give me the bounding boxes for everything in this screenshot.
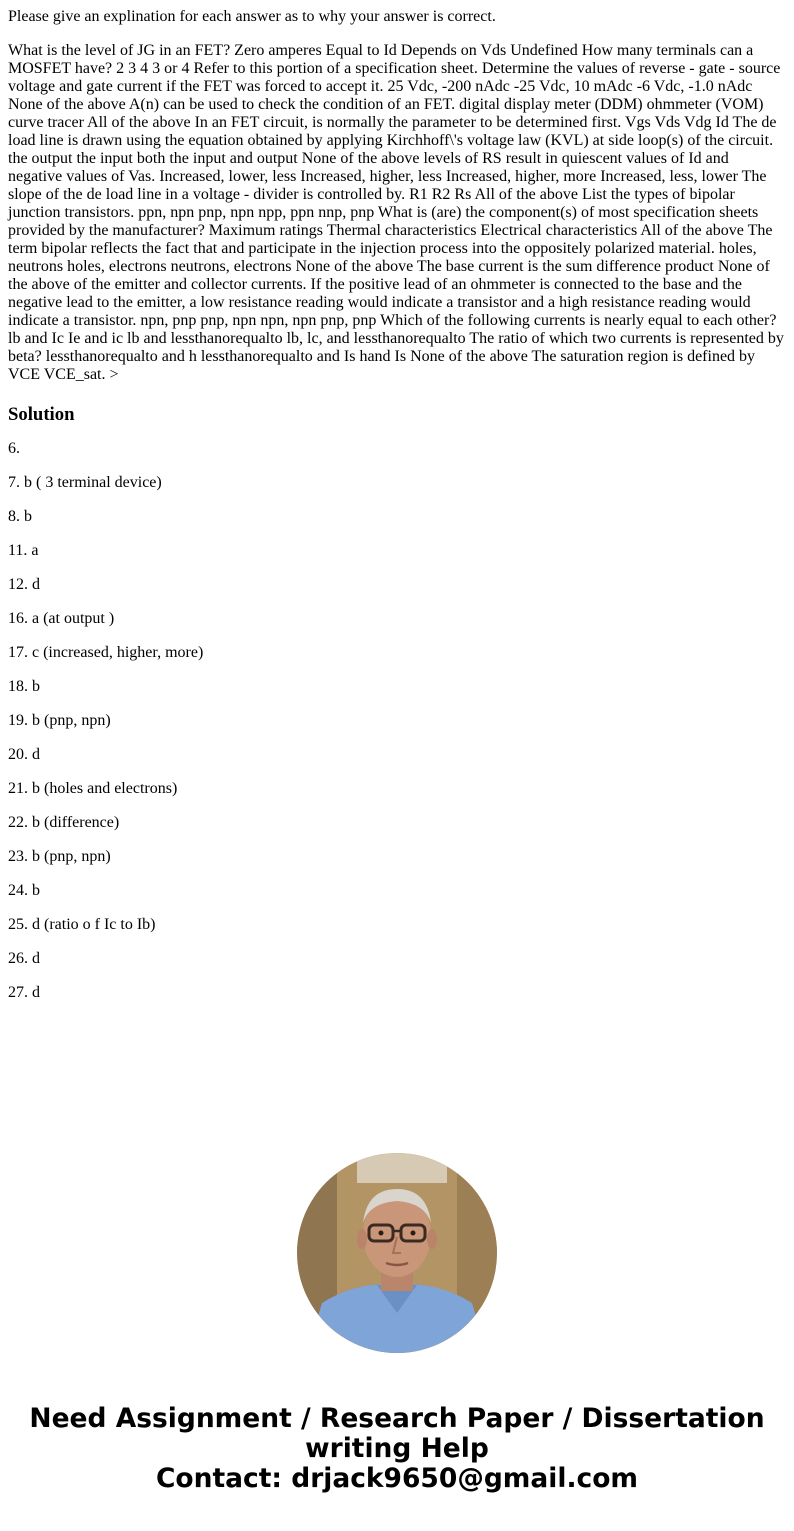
ceiling-light [357, 1153, 447, 1183]
answer-item: 18. b [8, 678, 40, 695]
avatar [297, 1153, 497, 1353]
answer-item: 24. b [8, 882, 40, 899]
answer-item: 21. b (holes and electrons) [8, 780, 178, 797]
answer-item: 20. d [8, 746, 40, 763]
answer-item: 8. b [8, 508, 32, 525]
answer-item: 27. d [8, 984, 40, 1001]
author-photo [297, 1153, 497, 1353]
answer-item: 25. d (ratio o f Ic to Ib) [8, 916, 156, 933]
answer-item: 19. b (pnp, npn) [8, 712, 111, 729]
promo-banner [0, 1404, 794, 1494]
answer-item: 23. b (pnp, npn) [8, 848, 111, 865]
ear-right [427, 1229, 437, 1249]
promo-line-2: writing Help [305, 1433, 489, 1464]
answer-item: 12. d [8, 576, 40, 593]
question-prompt: Please give an explination for each answer as to why your answer is correct. [8, 8, 496, 25]
eye-right [411, 1231, 416, 1236]
answer-item: 22. b (difference) [8, 814, 120, 831]
eye-left [379, 1231, 384, 1236]
promo-contact: Contact: drjack9650@gmail.com [155, 1463, 639, 1494]
answer-item: 6. [8, 440, 20, 457]
solution-heading: Solution [8, 404, 75, 425]
answer-item: 7. b ( 3 terminal device) [8, 474, 162, 491]
answer-item: 17. c (increased, higher, more) [8, 644, 204, 661]
promo-line-1: Need Assignment / Research Paper / Dissertation [29, 1403, 765, 1434]
answer-list [8, 440, 786, 1002]
answer-item: 16. a (at output ) [8, 610, 115, 627]
ear-left [357, 1229, 367, 1249]
question-body: What is the level of JG in an FET? Zero amperes Equal to Id Depends on Vds Undefined How many terminals can a MOSFET have? 2 3 4 3 or 4 Refer to this portion of a specification sheet. Determine the values of reverse - gate - source voltage and gate current if the FET was forced to accept it. 25 Vdc, -200 nAdc -25 Vdc, 10 mAdc -6 Vdc, -1.0 nAdc None of the above A(n) can be used to check the condition of an FET. digital display meter (DDM) ohmmeter (VOM) curve tracer All of the above In an FET circuit, is normally the parameter to be determined first. Vgs Vds Vdg Id The de load line is drawn using the equation obtained by applying Kirchhoff\'s voltage law (KVL) at side loop(s) of the circuit. the output the input both the input and output None of the above levels of RS result in quiescent values of Id and negative values of Vas. Increased, lower, less Increased, higher, less Increased, higher, more Increased, less, lower The slope of the de load line in a voltage - divider is controlled by. R1 R2 Rs All of the above List the types of bipolar junction transistors. ppn, npn pnp, npn npp, ppn nnp, pnp What is (are) the component(s) of most specification sheets provided by the manufacturer? Maximum ratings Thermal characteristics Electrical characteristics All of the above The term bipolar reflects the fact that and participate in the injection process into the oppositely polarized material. holes, neutrons holes, electrons neutrons, electrons None of the above The base current is the sum difference product None of the above of the emitter and collector currents. If the positive lead of an ohmmeter is connected to the base and the negative lead to the emitter, a low resistance reading would indicate a transistor and a high resistance reading would indicate a transistor. npn, pnp pnp, npn npn, npn pnp, pnp Which of the following currents is nearly equal to each other? lb and Ic Ie and ic lb and lessthanorequalto lb, lc, and lessthanorequalto The ratio of which two currents is represented by beta? lessthanorequalto and h lessthanorequalto and Is hand Is None of the above The saturation region is defined by VCE VCE_sat. > [8, 42, 784, 383]
portrait-illustration [297, 1153, 497, 1353]
answer-item: 26. d [8, 950, 40, 967]
answer-item: 11. a [8, 542, 39, 559]
page-content [0, 8, 794, 1002]
